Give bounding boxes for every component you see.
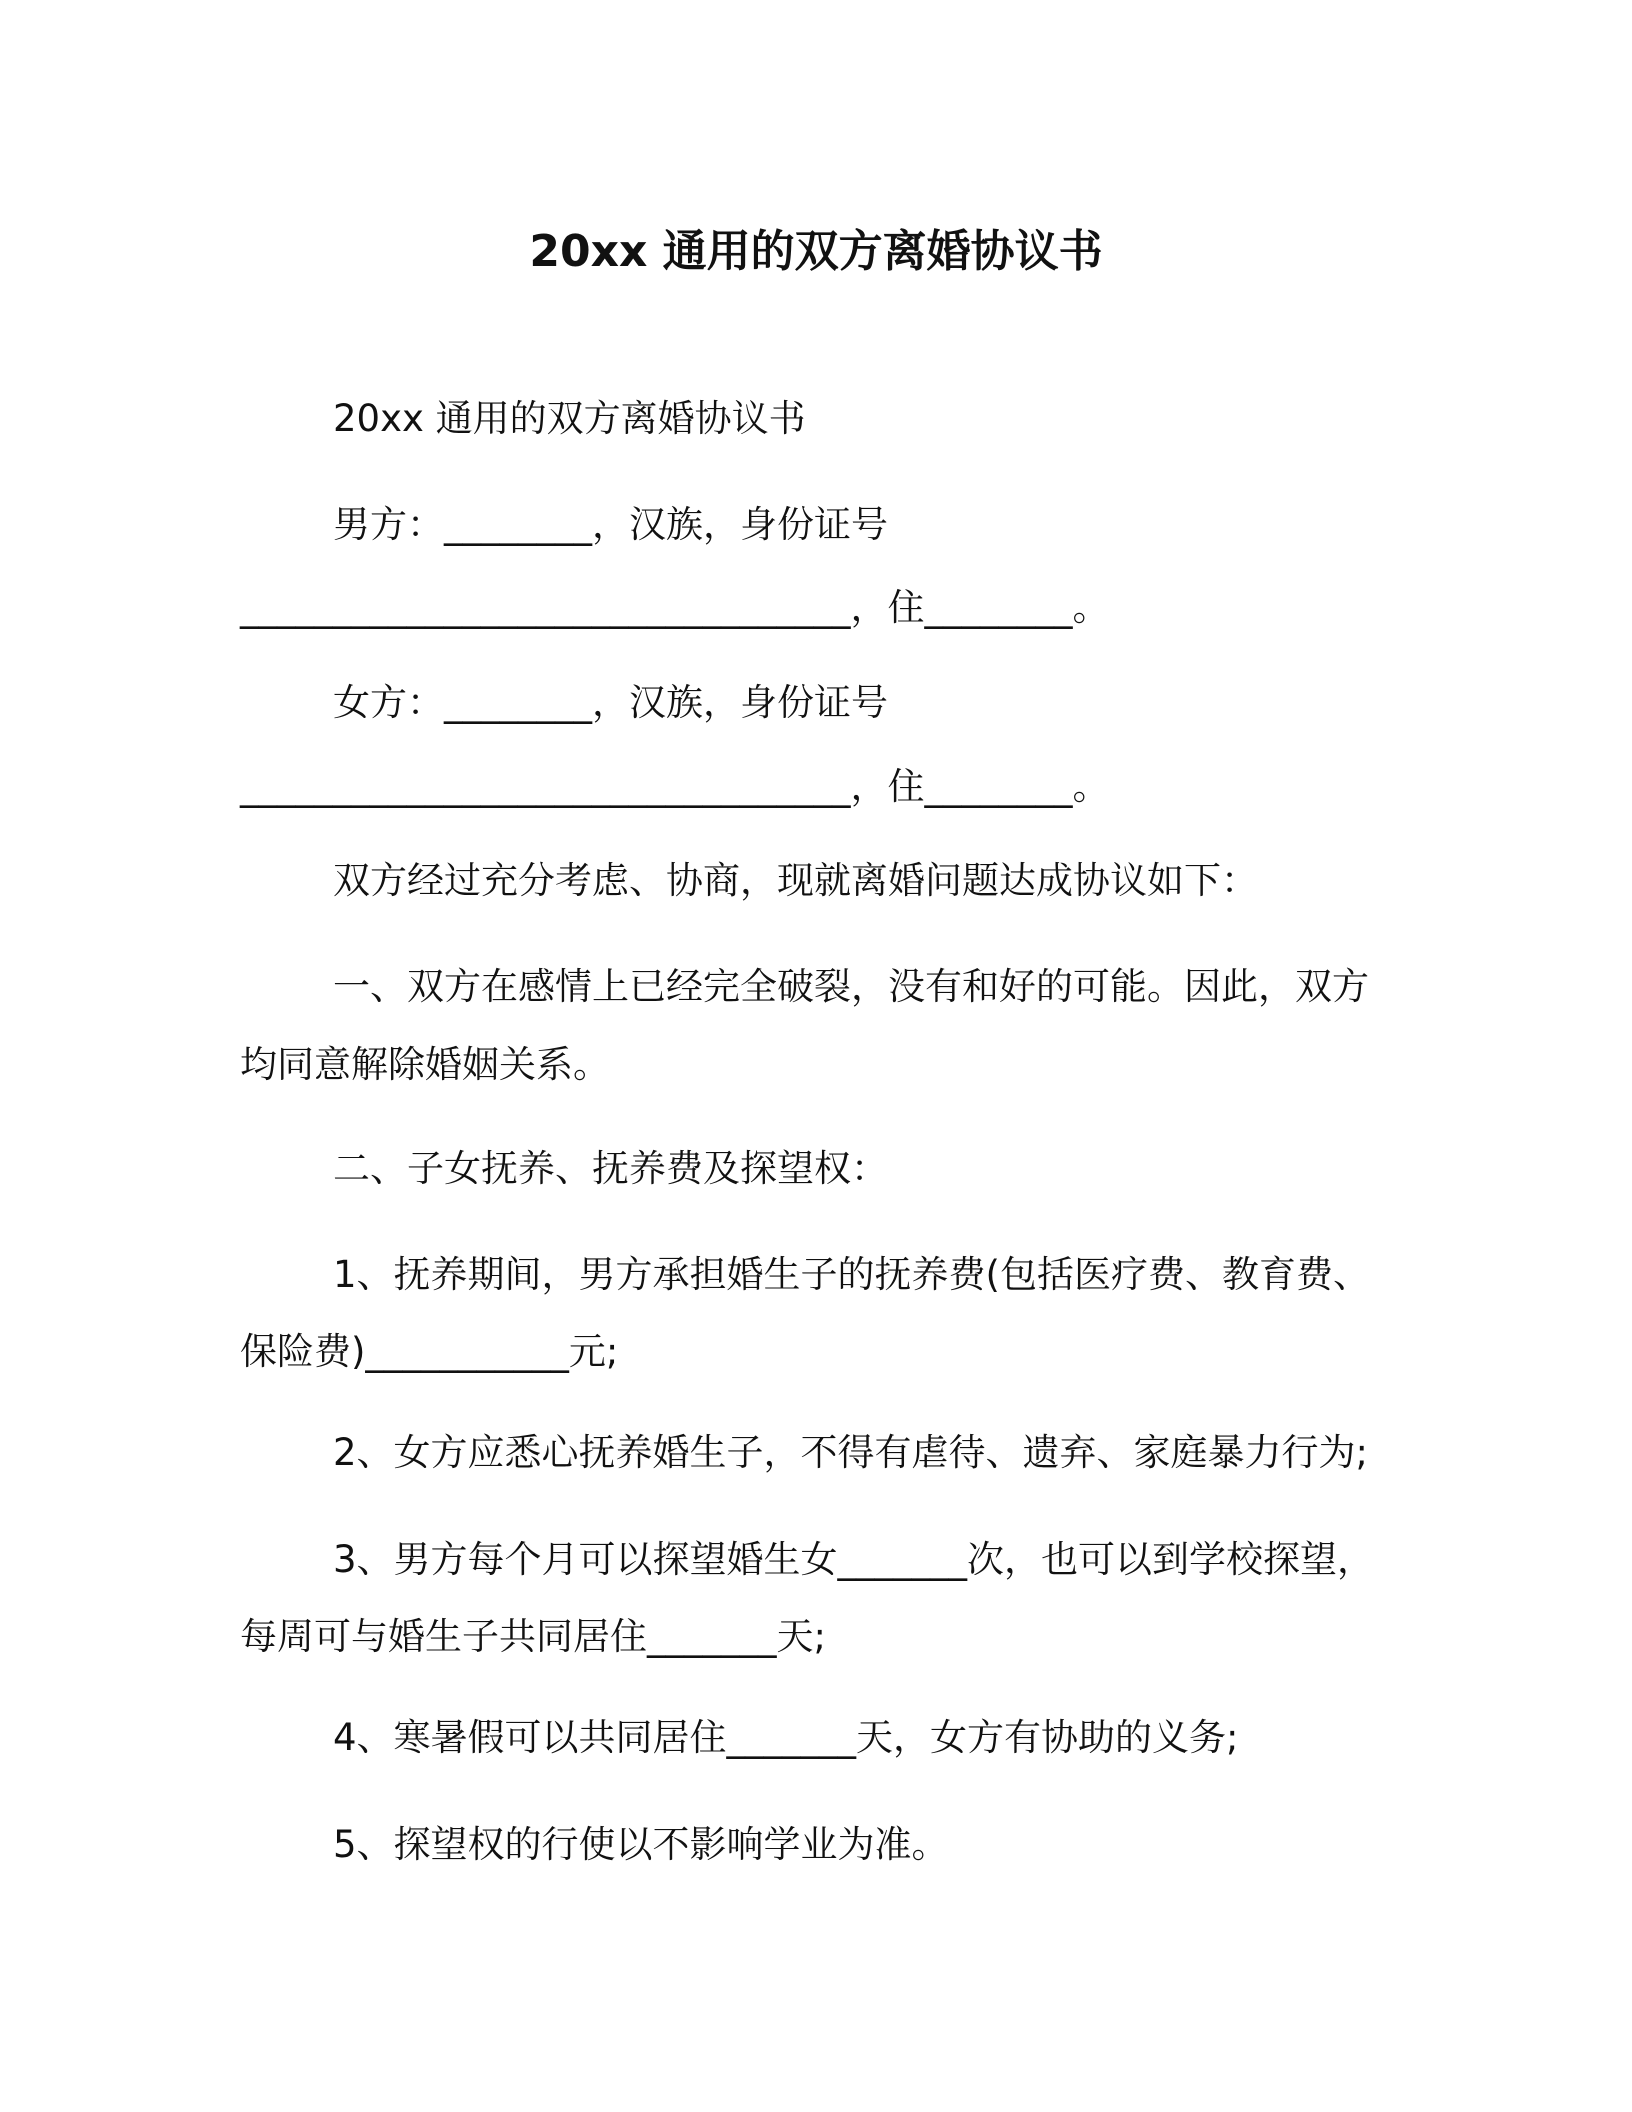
- document-title: 20xx 通用的双方离婚协议书: [529, 226, 1103, 277]
- agreement-intro: 双方经过充分考虑、协商，现就离婚问题达成协议如下：: [333, 859, 1258, 902]
- female-id-address-line: _________________________________，住________。: [240, 765, 1110, 808]
- item-3-line-2: 每周可与婚生子共同居住_______天;: [240, 1615, 826, 1658]
- clause-2-heading: 二、子女抚养、抚养费及探望权：: [333, 1147, 888, 1190]
- female-party-line: 女方：________，汉族，身份证号: [333, 681, 888, 724]
- doc-subtitle: 20xx 通用的双方离婚协议书: [333, 397, 806, 440]
- clause-1-line-1: 一、双方在感情上已经完全破裂，没有和好的可能。因此，双方: [333, 965, 1369, 1008]
- item-3-line-1: 3、男方每个月可以探望婚生女_______次，也可以到学校探望，: [333, 1538, 1375, 1581]
- item-4: 4、寒暑假可以共同居住_______天，女方有协助的义务;: [333, 1716, 1239, 1759]
- item-5: 5、探望权的行使以不影响学业为准。: [333, 1823, 949, 1866]
- male-party-line: 男方：________，汉族，身份证号: [333, 503, 888, 546]
- item-2: 2、女方应悉心抚养婚生子，不得有虐待、遗弃、家庭暴力行为;: [333, 1431, 1369, 1474]
- male-id-address-line: _________________________________，住________。: [240, 586, 1110, 629]
- clause-1-line-2: 均同意解除婚姻关系。: [240, 1043, 610, 1086]
- item-1-line-1: 1、抚养期间，男方承担婚生子的抚养费(包括医疗费、教育费、: [333, 1253, 1370, 1296]
- item-1-line-2: 保险费)___________元;: [240, 1330, 619, 1373]
